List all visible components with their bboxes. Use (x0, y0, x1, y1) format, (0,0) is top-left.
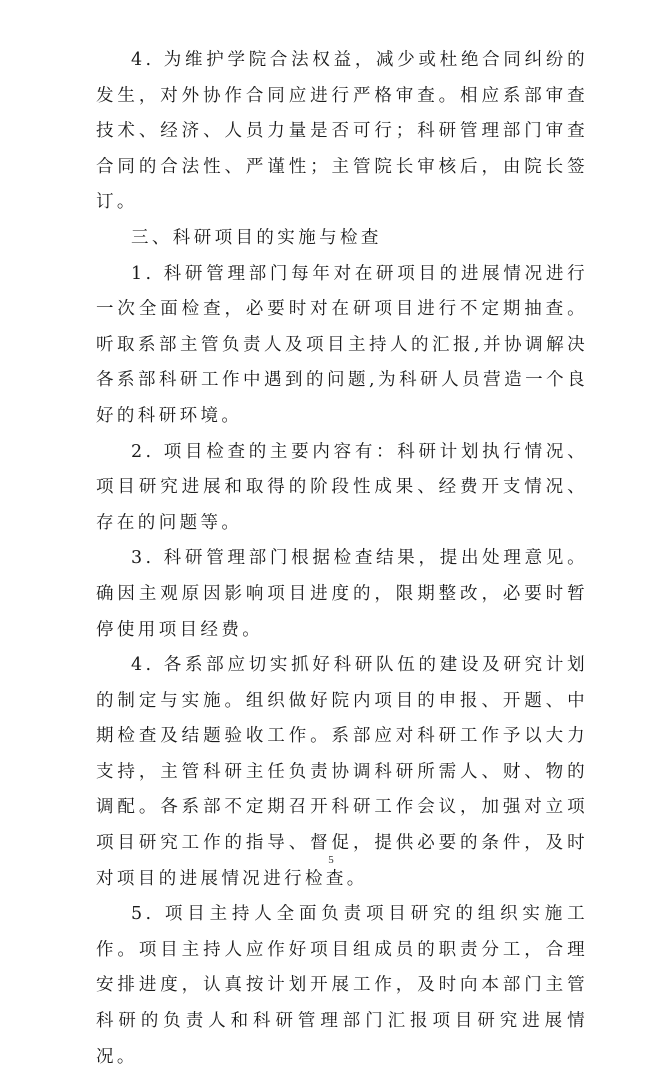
paragraph-contract-review: 4. 为维护学院合法权益，减少或杜绝合同纠纷的发生，对外协作合同应进行严格审查。相应系部审查技术、经济、人员力量是否可行；科研管理部门审查合同的合法性、严谨性；主管院长审核后，由院长签订。 (96, 50, 588, 213)
paragraph-annual-inspection: 1. 科研管理部门每年对在研项目的进展情况进行一次全面检查，必要时对在研项目进行不定期抽查。听取系部主管负责人及项目主持人的汇报,并协调解决各系部科研工作中遇到的问题,为科研人员营造一个良好的科研环境。 (96, 263, 588, 426)
page-number: 5 (328, 854, 334, 866)
paragraph-handling-opinions: 3. 科研管理部门根据检查结果，提出处理意见。确因主观原因影响项目进度的，限期整改，必要时暂停使用项目经费。 (96, 548, 588, 640)
paragraph-project-leader-duties: 5. 项目主持人全面负责项目研究的组织实施工作。项目主持人应作好项目组成员的职责分工，合理安排进度，认真按计划开展工作，及时向本部门主管科研的负责人和科研管理部门汇报项目研究进展情况。 (96, 904, 588, 1067)
document-page (96, 43, 588, 1075)
section-heading-implementation-inspection: 三、科研项目的实施与检查 (131, 227, 382, 248)
paragraph-inspection-content: 2. 项目检查的主要内容有：科研计划执行情况、项目研究进展和取得的阶段性成果、经费开支情况、存在的问题等。 (96, 441, 588, 533)
paragraph-department-responsibilities: 4. 各系部应切实抓好科研队伍的建设及研究计划的制定与实施。组织做好院内项目的申报、开题、中期检查及结题验收工作。系部应对科研工作予以大力支持，主管科研主任负责协调科研所需人、财、物的调配。各系部不定期召开科研工作会议，加强对立项项目研究工作的指导、督促，提供必要的条件，及时对项目的进展情况进行检查。 (96, 655, 588, 889)
